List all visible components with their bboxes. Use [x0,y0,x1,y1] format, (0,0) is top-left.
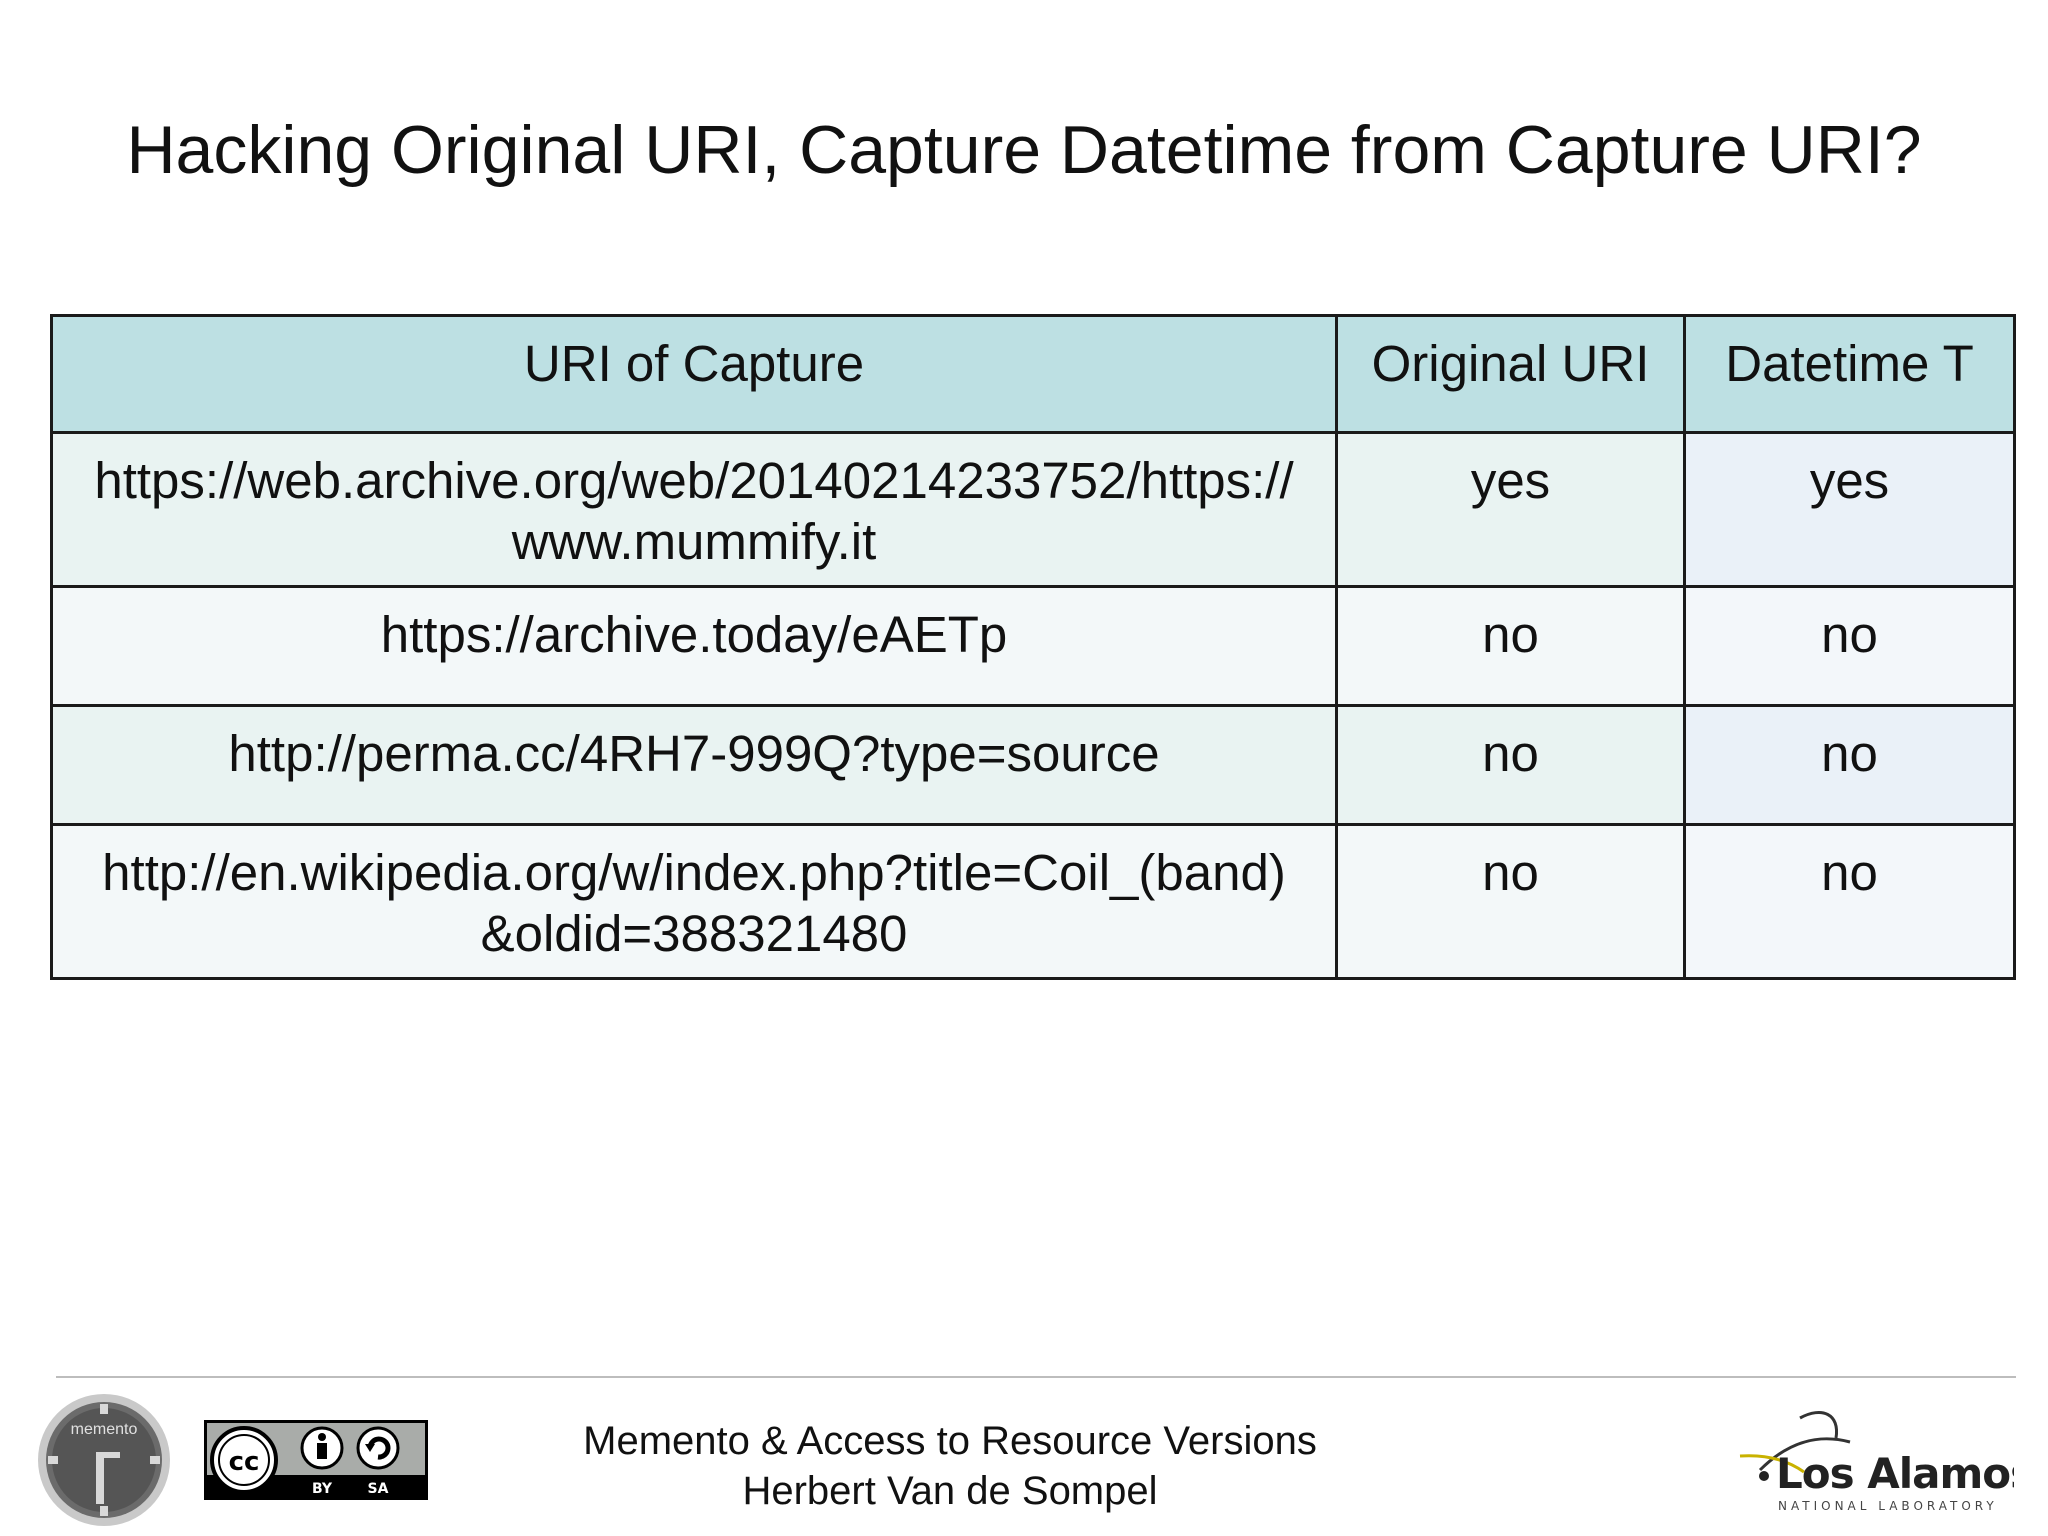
svg-text:memento: memento [70,1421,138,1438]
los-alamos-logo [1730,1404,2014,1516]
table-header-row [52,316,2015,433]
capture-uri-cell [52,706,1337,825]
original-uri-cell: no [1337,706,1685,825]
capture-uri-line: &oldid=388321480 [480,905,908,962]
footer-credits [540,1416,1360,1516]
table-row [52,587,2015,706]
slide-title: Hacking Original URI, Capture Datetime from Capture URI? [126,112,1922,188]
header-datetime-t: Datetime T [1685,316,2015,433]
capture-uri-line: https://web.archive.org/web/20140214233752/https:// [94,452,1294,509]
capture-uri-cell [52,587,1337,706]
datetime-cell: no [1685,825,2015,979]
svg-text:NATIONAL LABORATORY: NATIONAL LABORATORY [1778,1499,1998,1513]
table-row [52,825,2015,979]
cc-by-sa-badge [204,1420,428,1500]
svg-text:SA: SA [367,1481,389,1497]
table-row [52,433,2015,587]
capture-uri-cell [52,433,1337,587]
datetime-cell: no [1685,587,2015,706]
footer-presentation-title: Memento & Access to Resource Versions [583,1419,1317,1463]
memento-clock-icon [36,1392,172,1528]
svg-text:BY: BY [311,1481,333,1497]
original-uri-cell: no [1337,825,1685,979]
capture-uri-line: http://perma.cc/4RH7-999Q?type=source [228,725,1160,782]
capture-uri-line: www.mummify.it [511,513,877,570]
header-uri-of-capture: URI of Capture [52,316,1337,433]
datetime-cell: no [1685,706,2015,825]
table-row [52,706,2015,825]
original-uri-cell: yes [1337,433,1685,587]
capture-uri-line: http://en.wikipedia.org/w/index.php?title=Coil_(band) [102,844,1286,901]
header-original-uri: Original URI [1337,316,1685,433]
svg-text:cc: cc [228,1447,260,1477]
los-alamos-atom-icon [1730,1404,2014,1516]
svg-text:Los Alamos: Los Alamos [1776,1449,2014,1498]
capture-uri-table [50,314,2016,980]
creative-commons-icon [204,1420,428,1500]
capture-uri-cell [52,825,1337,979]
datetime-cell: yes [1685,433,2015,587]
original-uri-cell: no [1337,587,1685,706]
capture-uri-line: https://archive.today/eAETp [380,606,1008,663]
memento-logo [36,1392,172,1528]
footer-author: Herbert Van de Sompel [742,1469,1158,1513]
footer-divider [56,1376,2016,1378]
